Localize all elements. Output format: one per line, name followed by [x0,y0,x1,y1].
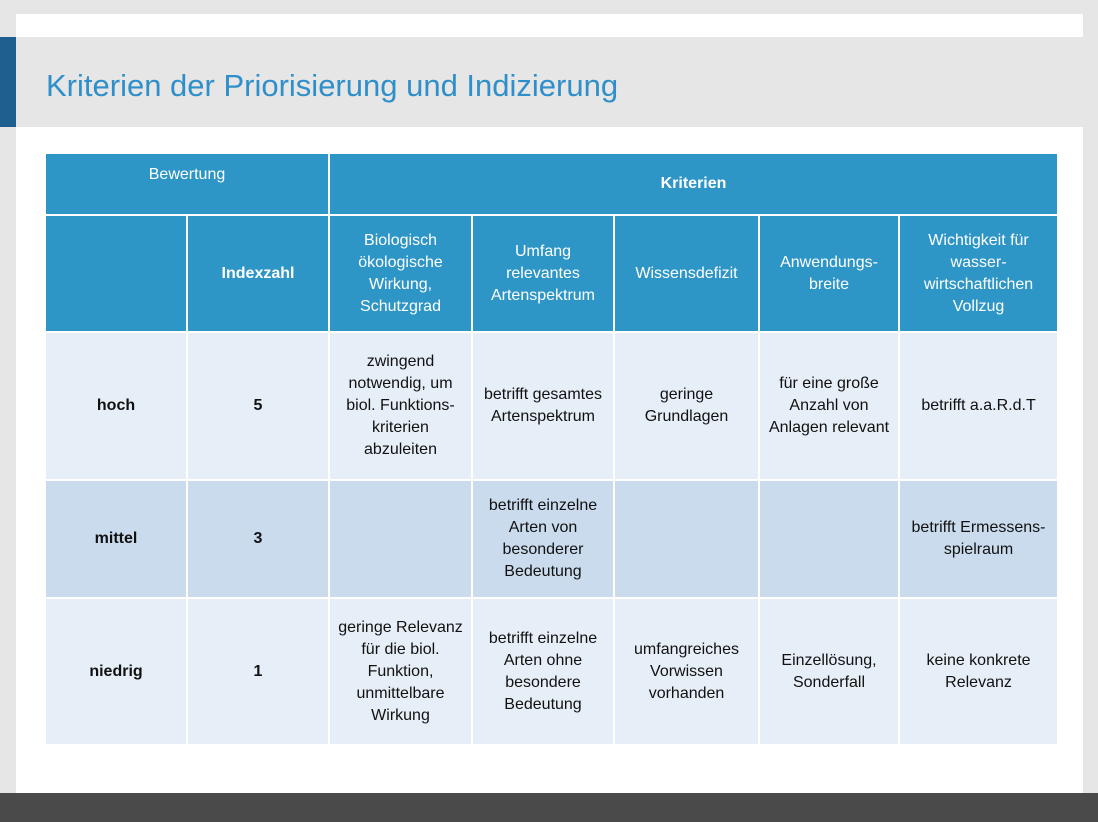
column-header-wissensdefizit: Wissensdefizit [615,216,760,333]
index-value: 5 [188,333,330,481]
table-cell: geringe Relevanz für die biol. Funktion, unmittelbare Wirkung [330,599,473,744]
table-cell: betrifft Ermessens-spielraum [900,481,1057,599]
index-value: 1 [188,599,330,744]
table-cell [615,481,760,599]
footer-bar [0,793,1098,822]
table-cell: betrifft a.a.R.d.T [900,333,1057,481]
row-label-hoch: hoch [46,333,188,481]
table-cell: zwingend notwendig, um biol. Funktions-kriterien abzuleiten [330,333,473,481]
row-label-niedrig: niedrig [46,599,188,744]
table-cell: betrifft einzelne Arten ohne besondere Bedeutung [473,599,615,744]
table-cell [760,481,900,599]
index-value: 3 [188,481,330,599]
table-cell: für eine große Anzahl von Anlagen relevant [760,333,900,481]
table-row [46,599,1057,744]
slide-title: Kriterien der Priorisierung und Indizierung [46,68,619,103]
table-row [46,333,1057,481]
column-header-biologisch: Biologisch ökologische Wirkung, Schutzgrad [330,216,473,333]
column-header-wichtigkeit: Wichtigkeit für wasser-wirtschaftlichen Vollzug [900,216,1057,333]
header-kriterien: Kriterien [330,154,1057,216]
table-cell: betrifft gesamtes Artenspektrum [473,333,615,481]
row-label-mittel: mittel [46,481,188,599]
table-cell: keine konkrete Relevanz [900,599,1057,744]
table-cell: umfangreiches Vorwissen vorhanden [615,599,760,744]
table-cell: geringe Grundlagen [615,333,760,481]
table-row [46,481,1057,599]
column-header-umfang: Umfang relevantes Artenspektrum [473,216,615,333]
column-header-anwendungsbreite: Anwendungs-breite [760,216,900,333]
title-accent-bar [0,37,16,127]
header-bewertung: Bewertung [46,154,330,216]
table-cell [330,481,473,599]
column-header-indexzahl: Indexzahl [188,216,330,333]
criteria-table [46,154,1057,744]
table-cell: Einzellösung, Sonderfall [760,599,900,744]
table-column-header-row [46,216,1057,333]
column-header-empty [46,216,188,333]
table-cell: betrifft einzelne Arten von besonderer Bedeutung [473,481,615,599]
table-group-header-row [46,154,1057,216]
